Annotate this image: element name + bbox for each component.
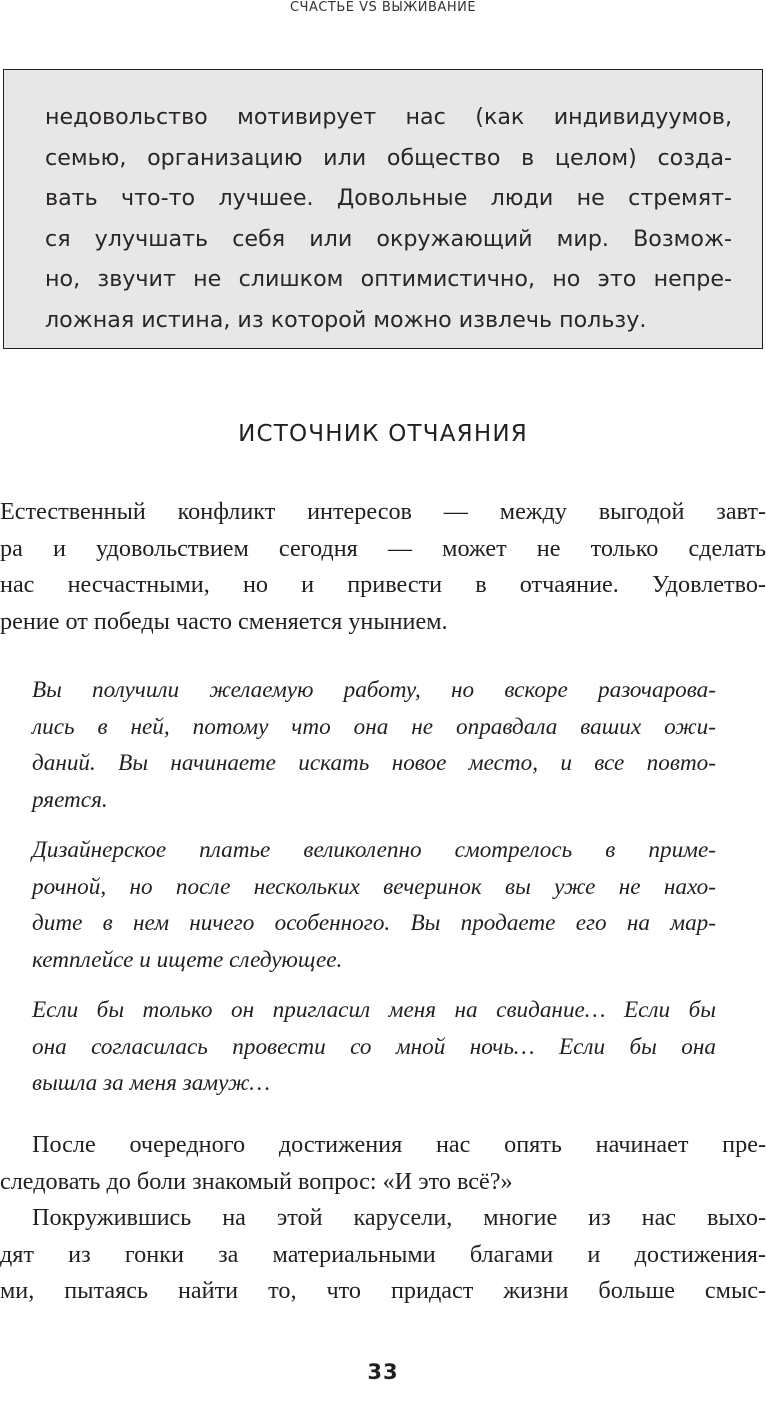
example-line: Вы получили желаемую работу, но вскоре разочарова- — [32, 677, 716, 703]
paragraph-line: ра и удовольствием сегодня — может не только сделать — [0, 534, 766, 562]
paragraph-line: следовать до боли знакомый вопрос: «И это всё?» — [0, 1167, 513, 1195]
example-line: кетплейсе и ищете следующее. — [32, 946, 343, 973]
example-line: ряется. — [32, 786, 108, 813]
paragraph-line: ми, пытаясь найти то, что придаст жизни больше смыс- — [0, 1277, 766, 1304]
page-number: 33 — [367, 1360, 399, 1384]
callout-line: ложная истина, из которой можно извлечь пользу. — [45, 306, 647, 333]
paragraph-line: Покружившись на этой карусели, многие из нас выхо- — [32, 1204, 766, 1231]
example-line: дите в нем ничего особенного. Вы продаете его на мар- — [32, 910, 716, 936]
paragraph-line: После очередного достижения нас опять начинает пре- — [32, 1131, 766, 1158]
example-line: лись в ней, потому что она не оправдала ваших ожи- — [32, 713, 716, 740]
callout-line: ся улучшать себя или окружающий мир. Возмож- — [45, 225, 732, 252]
example-line: рочной, но после нескольких вечеринок вы уже не нахо- — [32, 873, 716, 900]
example-line: вышла за меня замуж… — [32, 1070, 271, 1096]
running-head: СЧАСТЬЕ VS ВЫЖИВАНИЕ — [289, 0, 477, 15]
callout-line: семью, организацию или общество в целом) созда- — [45, 144, 732, 171]
example-date — [32, 992, 716, 1102]
paragraph-carousel — [0, 1200, 766, 1310]
section-title: ИСТОЧНИК ОТЧАЯНИЯ — [238, 421, 528, 447]
paragraph-line: Естественный конфликт интересов — между выгодой завт- — [0, 498, 766, 525]
example-line: она согласилась провести со мной ночь… Если бы она — [32, 1033, 716, 1060]
callout-line: вать что-то лучшее. Довольные люди не стремят- — [45, 185, 732, 211]
callout-line: но, звучит не слишком оптимистично, но это непре- — [45, 266, 732, 292]
example-line: Если бы только он пригласил меня на свидание… Если бы — [32, 997, 716, 1023]
example-job — [32, 672, 716, 818]
paragraph-after-achievement — [0, 1127, 766, 1200]
example-line: даний. Вы начинаете искать новое место, и все повто- — [32, 750, 716, 776]
paragraph-line: рение от победы часто сменяется унынием. — [0, 607, 448, 635]
example-line: Дизайнерское платье великолепно смотрелось в приме- — [32, 837, 716, 863]
paragraph-line: дят из гонки за материальными благами и достижения- — [0, 1240, 766, 1268]
callout-box — [3, 69, 763, 349]
paragraph-line: нас несчастными, но и привести в отчаяние. Удовлетво- — [0, 571, 766, 598]
example-dress — [32, 832, 716, 978]
callout-line: недовольство мотивирует нас (как индивидуумов, — [45, 104, 732, 130]
paragraph-intro — [0, 494, 766, 640]
